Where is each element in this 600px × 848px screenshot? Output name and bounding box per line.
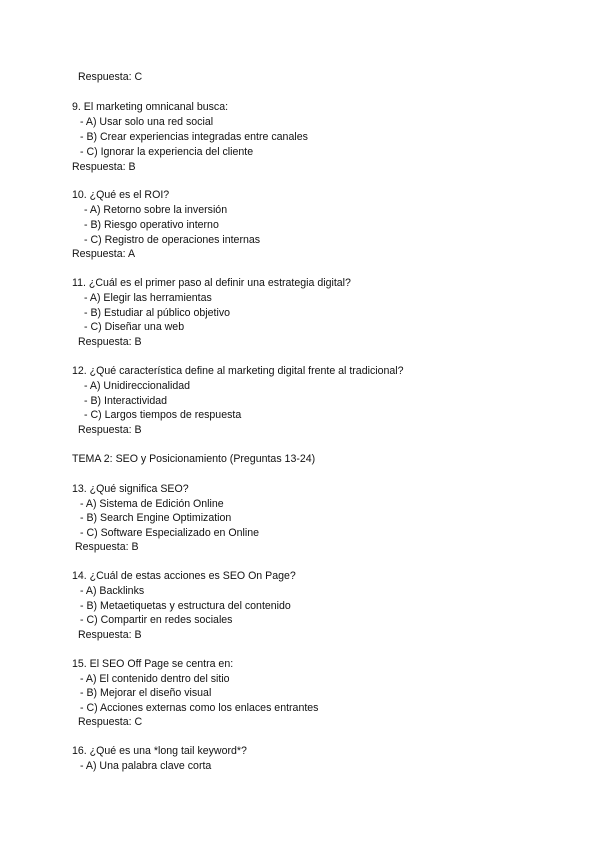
- option-line: - C) Diseñar una web: [84, 321, 185, 333]
- answer-line: Respuesta: C: [78, 716, 143, 728]
- answer-line: Respuesta: B: [78, 336, 142, 348]
- option-line: - B) Riesgo operativo interno: [84, 219, 219, 231]
- option-line: - C) Registro de operaciones internas: [84, 234, 261, 246]
- answer-line: Respuesta: C: [78, 71, 143, 83]
- question-9: 9. El marketing omnicanal busca:: [72, 101, 229, 113]
- question-12: 12. ¿Qué característica define al marketing digital frente al tradicional?: [72, 365, 404, 377]
- option-line: - B) Crear experiencias integradas entre canales: [80, 131, 308, 143]
- answer-line: Respuesta: B: [72, 161, 136, 173]
- option-line: - A) El contenido dentro del sitio: [80, 673, 230, 685]
- option-line: - C) Acciones externas como los enlaces entrantes: [80, 702, 319, 714]
- question-14: 14. ¿Cuál de estas acciones es SEO On Page?: [72, 570, 296, 582]
- answer-line: Respuesta: B: [75, 541, 139, 553]
- option-line: - C) Compartir en redes sociales: [80, 614, 233, 626]
- option-line: - B) Search Engine Optimization: [80, 512, 232, 524]
- question-13: 13. ¿Qué significa SEO?: [72, 483, 189, 495]
- option-line: - A) Retorno sobre la inversión: [84, 204, 228, 216]
- option-line: - C) Software Especializado en Online: [80, 527, 260, 539]
- option-line: - B) Estudiar al público objetivo: [84, 307, 231, 319]
- option-line: - A) Una palabra clave corta: [80, 760, 212, 772]
- question-15: 15. El SEO Off Page se centra en:: [72, 658, 234, 670]
- option-line: - A) Backlinks: [80, 585, 145, 597]
- section-heading: TEMA 2: SEO y Posicionamiento (Preguntas 13-24): [72, 453, 316, 465]
- option-line: - A) Elegir las herramientas: [84, 292, 212, 304]
- question-16: 16. ¿Qué es una *long tail keyword*?: [72, 745, 247, 757]
- option-line: - B) Metaetiquetas y estructura del contenido: [80, 600, 291, 612]
- option-line: - C) Largos tiempos de respuesta: [84, 409, 242, 421]
- option-line: - B) Mejorar el diseño visual: [80, 687, 212, 699]
- option-line: - B) Interactividad: [84, 395, 168, 407]
- question-11: 11. ¿Cuál es el primer paso al definir una estrategia digital?: [72, 277, 351, 289]
- answer-line: Respuesta: B: [78, 424, 142, 436]
- answer-line: Respuesta: B: [78, 629, 142, 641]
- question-10: 10. ¿Qué es el ROI?: [72, 189, 170, 201]
- answer-line: Respuesta: A: [72, 248, 136, 260]
- option-line: - A) Unidireccionalidad: [84, 380, 190, 392]
- option-line: - A) Sistema de Edición Online: [80, 498, 224, 510]
- option-line: - C) Ignorar la experiencia del cliente: [80, 146, 254, 158]
- option-line: - A) Usar solo una red social: [80, 116, 214, 128]
